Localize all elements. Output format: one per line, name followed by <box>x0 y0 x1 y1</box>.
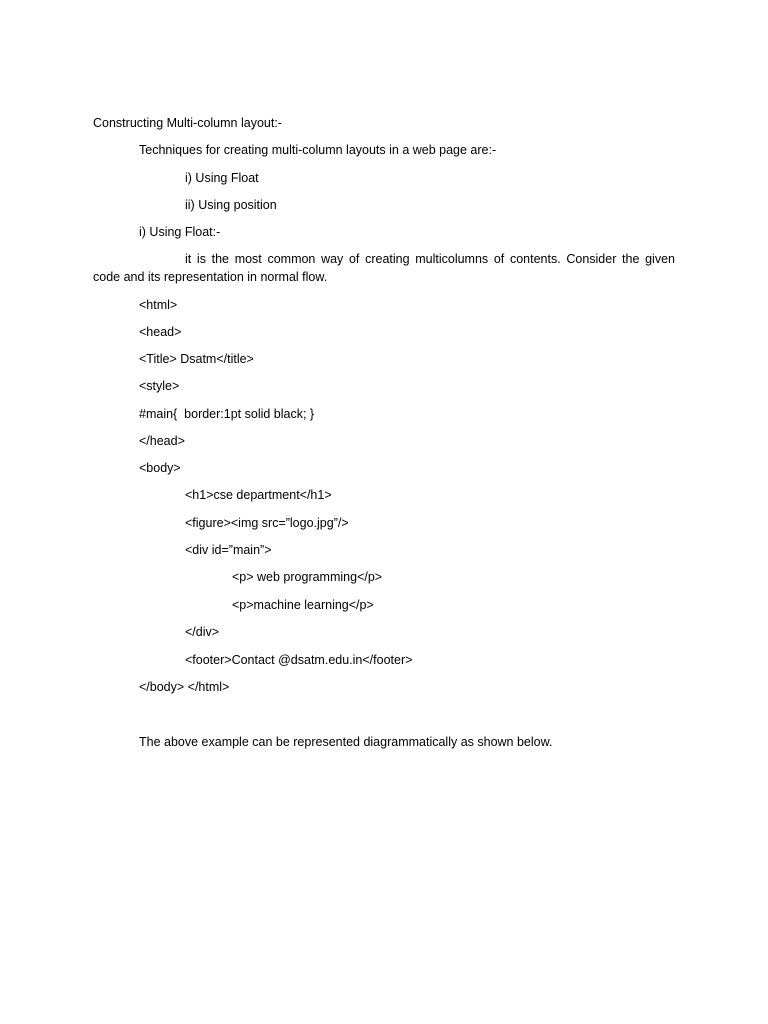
code-line: <div id=”main”> <box>185 543 272 557</box>
code-line: <p>machine learning</p> <box>232 598 374 612</box>
code-line: <p> web programming</p> <box>232 570 383 584</box>
closing-text: The above example can be represented diagrammatically as shown below. <box>139 735 553 749</box>
technique-item: ii) Using position <box>185 198 277 212</box>
code-line: <figure><img src=”logo.jpg”/> <box>185 516 349 530</box>
technique-item: i) Using Float <box>185 171 259 185</box>
code-line: <h1>cse department</h1> <box>185 488 332 502</box>
code-line: <body> <box>139 461 181 475</box>
code-line: <html> <box>139 298 178 312</box>
code-line: </head> <box>139 434 185 448</box>
code-line: <footer>Contact @dsatm.edu.in</footer> <box>185 653 413 667</box>
section-heading: i) Using Float:- <box>139 225 221 239</box>
code-line: #main{ border:1pt solid black; } <box>139 407 315 421</box>
intro-text: Techniques for creating multi-column layouts in a web page are:- <box>139 143 497 157</box>
code-line: <style> <box>139 379 180 393</box>
code-line: <Title> Dsatm</title> <box>139 352 254 366</box>
section-paragraph: it is the most common way of creating multicolumns of contents. Consider the given code and its representation in normal flow. <box>93 252 675 284</box>
document-heading: Constructing Multi-column layout:- <box>93 116 282 130</box>
code-line: </body> </html> <box>139 680 230 694</box>
code-line: </div> <box>185 625 220 639</box>
code-line: <head> <box>139 325 182 339</box>
